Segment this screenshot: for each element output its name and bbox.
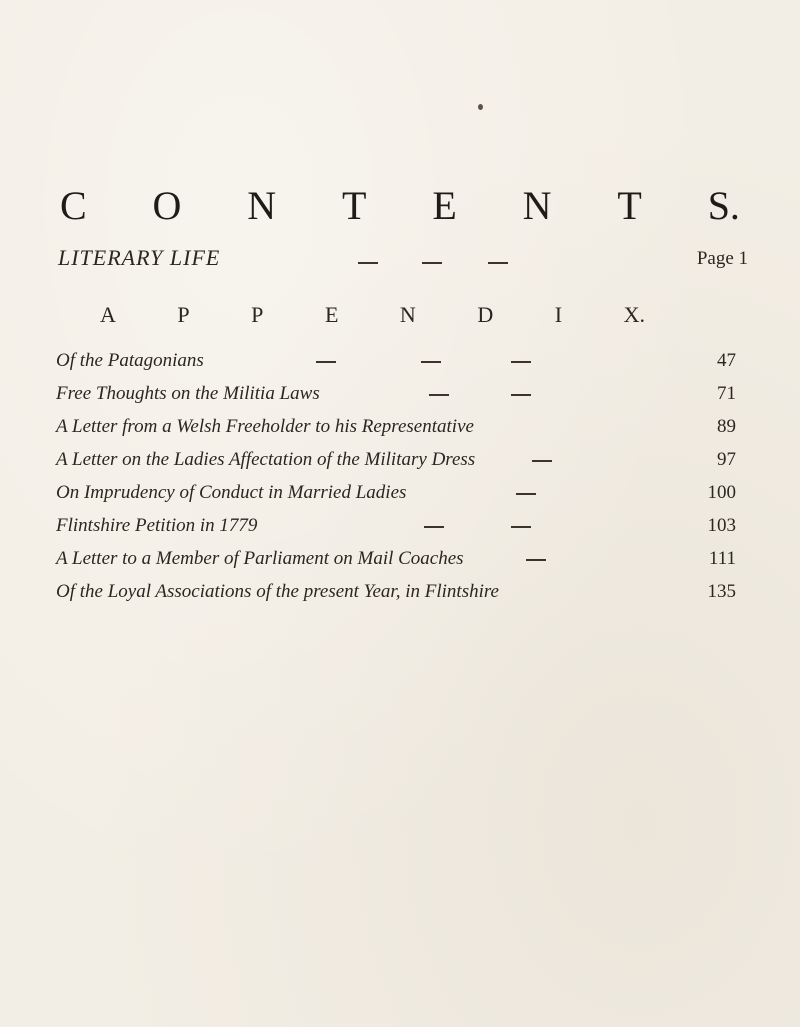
heading-letter: T bbox=[342, 183, 367, 228]
heading-letter: O bbox=[152, 183, 182, 228]
toc-entry bbox=[56, 416, 736, 446]
toc-entry bbox=[56, 515, 736, 545]
toc-entry-page: 135 bbox=[707, 581, 736, 602]
leader-dash bbox=[422, 262, 442, 264]
leader-dash bbox=[511, 361, 531, 363]
appendix-letter: A bbox=[100, 302, 116, 327]
leader-dash bbox=[526, 559, 546, 561]
toc-entry-title: Of the Loyal Associations of the present Year, in Flintshire bbox=[56, 581, 499, 602]
leader-dash bbox=[511, 394, 531, 396]
appendix-letter: E bbox=[324, 302, 339, 327]
toc-entry bbox=[56, 383, 736, 413]
toc-entry bbox=[56, 581, 736, 611]
leader-dash bbox=[429, 394, 449, 396]
leader-dash bbox=[516, 493, 536, 495]
toc-entry-page: 89 bbox=[717, 416, 736, 437]
toc-entry-title: A Letter from a Welsh Freeholder to his Representative bbox=[56, 416, 474, 437]
ink-spot bbox=[478, 104, 483, 110]
appendix-letter: X. bbox=[623, 302, 645, 327]
contents-heading bbox=[60, 182, 740, 229]
heading-letter: E bbox=[432, 183, 457, 228]
literary-life-label: LITERARY LIFE bbox=[58, 245, 221, 270]
toc-entry-page: 111 bbox=[708, 548, 736, 569]
leader-dash bbox=[421, 361, 441, 363]
leader-dash bbox=[358, 262, 378, 264]
leader-dash bbox=[316, 361, 336, 363]
toc-entry-title: A Letter to a Member of Parliament on Mail Coaches bbox=[56, 548, 464, 569]
literary-life-entry bbox=[58, 245, 748, 279]
toc-entry bbox=[56, 350, 736, 380]
appendix-letter: I bbox=[554, 302, 563, 327]
appendix-letter: D bbox=[477, 302, 494, 327]
toc-entry-title: Flintshire Petition in 1779 bbox=[56, 515, 258, 536]
toc-entry bbox=[56, 449, 736, 479]
toc-entry-page: 97 bbox=[717, 449, 736, 470]
toc-entry-page: 47 bbox=[717, 350, 736, 371]
heading-letter: T bbox=[617, 183, 642, 228]
literary-life-page: Page 1 bbox=[696, 248, 748, 269]
toc-entry bbox=[56, 482, 736, 512]
toc-entry-title: On Imprudency of Conduct in Married Ladies bbox=[56, 482, 407, 503]
heading-letter: N bbox=[247, 183, 277, 228]
heading-letter: S. bbox=[707, 183, 740, 228]
toc-entry-page: 71 bbox=[717, 383, 736, 404]
leader-dash bbox=[488, 262, 508, 264]
appendix-heading bbox=[100, 302, 645, 328]
leader-dash bbox=[511, 526, 531, 528]
appendix-letter: N bbox=[399, 302, 416, 327]
toc-entry-title: A Letter on the Ladies Affectation of the Military Dress bbox=[56, 449, 476, 470]
appendix-letter: P bbox=[177, 302, 190, 327]
toc-entry-title: Of the Patagonians bbox=[56, 350, 204, 371]
toc-entry-title: Free Thoughts on the Militia Laws bbox=[56, 383, 320, 404]
toc-entry-page: 100 bbox=[707, 482, 736, 503]
appendix-letter: P bbox=[251, 302, 264, 327]
toc-entry-page: 103 bbox=[707, 515, 736, 536]
leader-dash bbox=[424, 526, 444, 528]
heading-letter: N bbox=[522, 183, 552, 228]
leader-dash bbox=[532, 460, 552, 462]
toc-entry bbox=[56, 548, 736, 578]
heading-letter: C bbox=[60, 183, 87, 228]
